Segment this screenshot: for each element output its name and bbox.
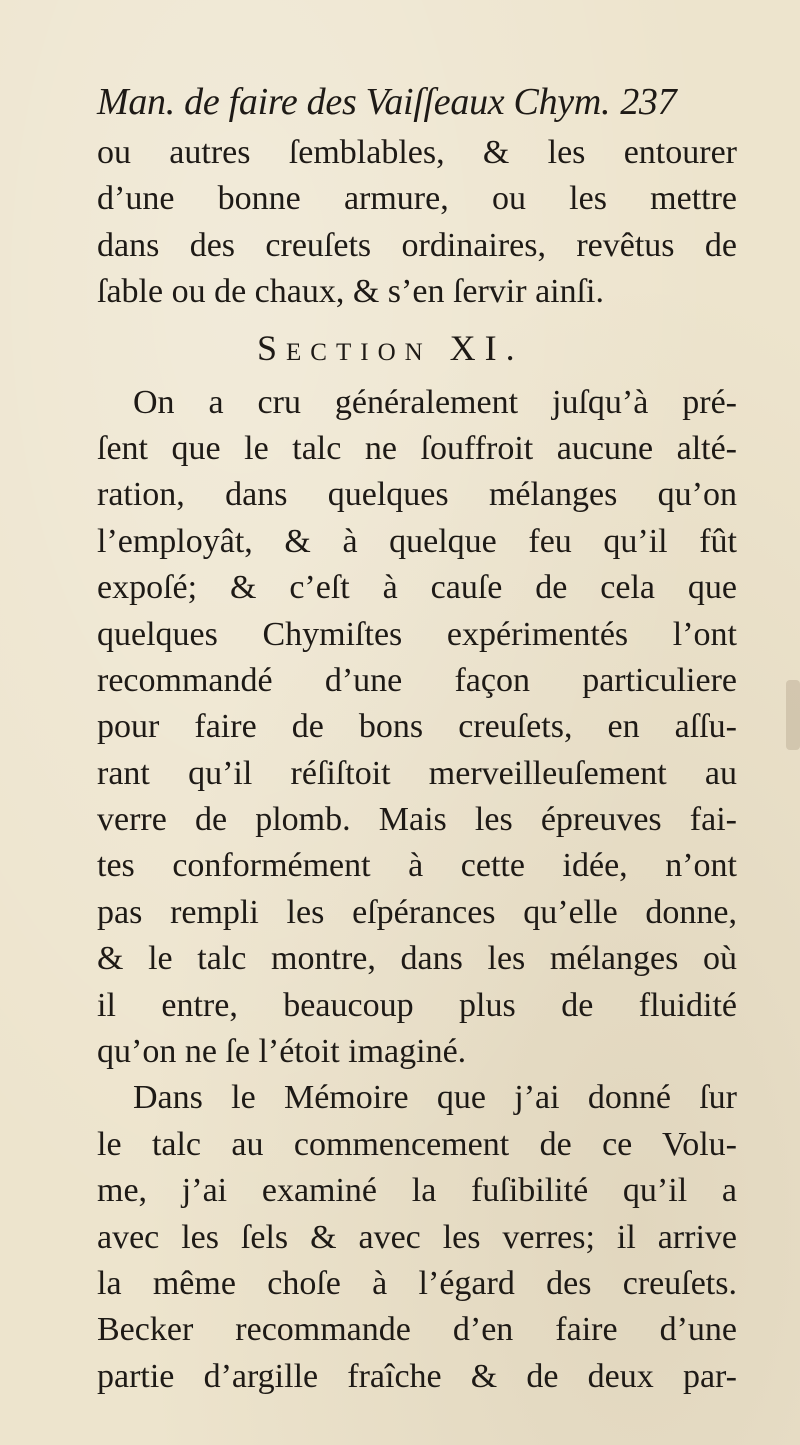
page-number: 237 xyxy=(620,81,677,123)
text-line: avec les ſels & avec les verres; il arrive xyxy=(97,1218,737,1256)
text-line: & le talc montre, dans les mélanges où xyxy=(97,940,737,978)
text-line: tes conformément à cette idée, n’ont xyxy=(97,847,737,885)
text-line: pour faire de bons creuſets, en aſſu- xyxy=(97,708,737,746)
text-line: d’une bonne armure, ou les mettre xyxy=(97,180,737,218)
text-line: partie d’argille fraîche & de deux par- xyxy=(97,1357,737,1395)
text-line: le talc au commencement de ce Volu- xyxy=(97,1125,737,1163)
paper-stain xyxy=(786,680,800,750)
running-title: Man. de faire des Vaiſſeaux Chym. xyxy=(97,81,611,123)
section-heading: Section XI. xyxy=(257,327,524,368)
text-line: Dans le Mémoire que j’ai donné ſur xyxy=(133,1079,737,1117)
text-line: ou autres ſemblables, & les entourer xyxy=(97,134,737,171)
text-line: dans des creuſets ordinaires, revêtus de xyxy=(97,226,737,264)
page-header xyxy=(97,72,727,132)
text-line: la même choſe à l’égard des creuſets. xyxy=(97,1264,737,1302)
text-line: ſable ou de chaux, & s’en ſervir ainſi. xyxy=(97,273,604,311)
text-line: On a cru généralement juſqu’à pré- xyxy=(133,383,737,421)
body-text xyxy=(97,130,737,1400)
text-line: ration, dans quelques mélanges qu’on xyxy=(97,476,737,514)
text-line: ſent que le talc ne ſouffroit aucune alté- xyxy=(97,429,737,467)
text-line: expoſé; & c’eſt à cauſe de cela que xyxy=(97,569,737,607)
text-line: me, j’ai examiné la fuſibilité qu’il a xyxy=(97,1172,737,1210)
text-line: rant qu’il réſiſtoit merveilleuſement au xyxy=(97,754,737,792)
text-line: il entre, beaucoup plus de fluidité xyxy=(97,986,737,1024)
text-line: Becker recommande d’en faire d’une xyxy=(97,1311,737,1349)
text-line: qu’on ne ſe l’étoit imaginé. xyxy=(97,1033,467,1071)
text-line: verre de plomb. Mais les épreuves fai- xyxy=(97,801,737,839)
text-line: pas rempli les eſpérances qu’elle donne, xyxy=(97,893,737,931)
text-line: quelques Chymiſtes expérimentés l’ont xyxy=(97,615,737,653)
text-line: l’employât, & à quelque feu qu’il fût xyxy=(97,522,737,560)
text-line: recommandé d’une façon particuliere xyxy=(97,661,737,699)
